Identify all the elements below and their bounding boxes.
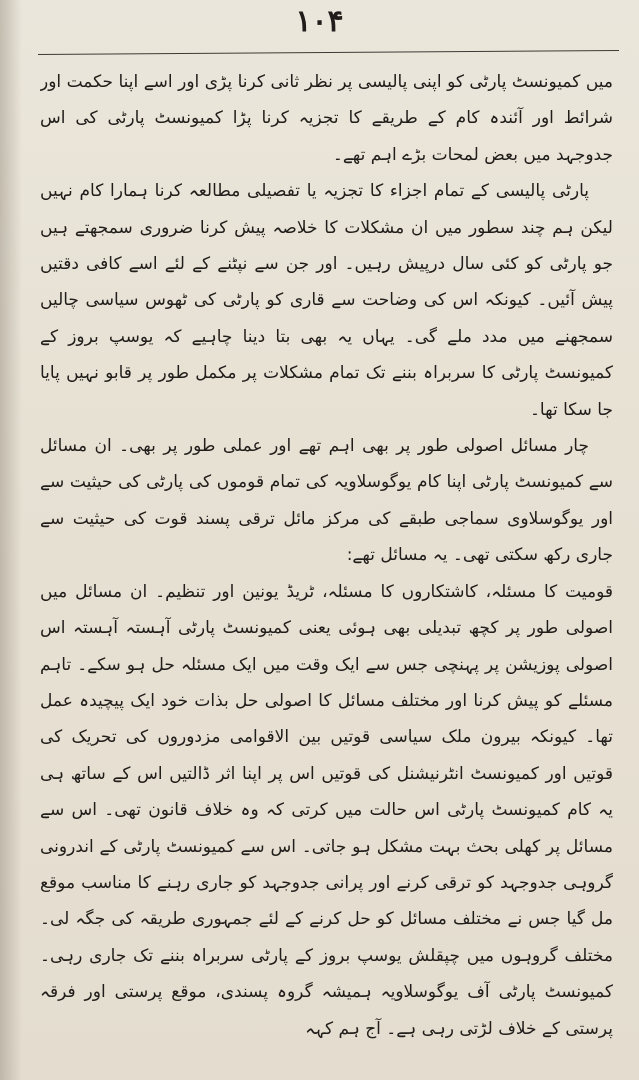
paragraph: پارٹی پالیسی کے تمام اجزاء کا تجزیہ یا تفصیلی مطالعہ کرنا ہمارا کام نہیں لیکن ہم چند سطور میں ان مشکلات کا خلاصہ پیش کرنا ضروری سمجھتے ہیں جو پارٹی کو کئی سال درپیش رہیں۔ اور جن سے نپٹنے کے لئے اسے کافی دقتیں پیش آئیں۔ کیونکہ اس کی وضاحت سے قاری کو پارٹی کی ٹھوس سیاسی چالیں سمجھنے میں مدد ملے گی۔ یہاں یہ بھی بتا دینا چاہیے کہ یوسپ بروز کے کمیونسٹ پارٹی کا سربراہ بننے تک تمام مشکلات پر مکمل طور پر قابو نہیں پایا جا سکا تھا۔ <box>40 181 613 420</box>
paragraph: میں کمیونسٹ پارٹی کو اپنی پالیسی پر نظر ثانی کرنا پڑی اور اسے اپنا حکمت اور شرائط اور آئندہ کام کے طریقے کا تجزیہ کرنا پڑا کمیونسٹ پارٹی کی اس جدوجہد میں بعض لمحات بڑے اہم تھے۔ <box>40 72 613 165</box>
header-rule <box>38 50 619 55</box>
paragraph: قومیت کا مسئلہ، کاشتکاروں کا مسئلہ، ٹریڈ یونین اور تنظیم۔ ان مسائل میں اصولی طور پر کچھ تبدیلی بھی ہوئی یعنی کمیونسٹ پارٹی آہستہ آہستہ اس اصولی پوزیشن پر پہنچی جس سے ایک وقت میں ایک مسئلہ حل ہو سکے۔ تاہم مسئلے کو پیش کرنا اور مختلف مسائل کا اصولی حل بذات خود ایک پیچیدہ عمل تھا۔ کیونکہ بیرون ملک سیاسی قوتیں بین الاقوامی مزدوروں کی تحریک کی قوتیں اور کمیونسٹ انٹرنیشنل کی قوتیں اس پر اپنا اثر ڈالتیں اس کے ساتھ ہی یہ کام کمیونسٹ پارٹی اس حالت میں کرتی کہ وہ خلاف قانون تھی۔ اس سے مسائل پر کھلی بحث بہت مشکل ہو جاتی۔ اس سے کمیونسٹ پارٹی کے اندرونی گروہی جدوجہد کو ترقی کرنے اور پرانی جدوجہد کو جاری رہنے کا مناسب موقع مل گیا جس نے مختلف مسائل کو حل کرنے کے لئے جمہوری طریقہ کی جگہ لی۔ مختلف گروہوں میں چپقلش یوسپ بروز کے پارٹی سربراہ بننے تک جاری رہی۔ کمیونسٹ پارٹی آف یوگوسلاویہ ہمیشہ گروہ پسندی، موقع پرستی اور فرقہ پرستی کے خلاف لڑتی رہی ہے۔ آج ہم کہہ <box>40 581 613 1039</box>
body-text <box>40 64 613 1060</box>
paragraph: چار مسائل اصولی طور پر بھی اہم تھے اور عملی طور پر بھی۔ ان مسائل سے کمیونسٹ پارٹی اپنا کام یوگوسلاویہ کی تمام قوموں کی پارٹی کی حیثیت سے اور یوگوسلاوی سماجی طبقے کی مرکز مائل ترقی پسند قوت کی حیثیت سے جاری رکھ سکتی تھی۔ یہ مسائل تھے: <box>40 436 613 566</box>
page-number: ۱۰۴ <box>295 4 344 39</box>
